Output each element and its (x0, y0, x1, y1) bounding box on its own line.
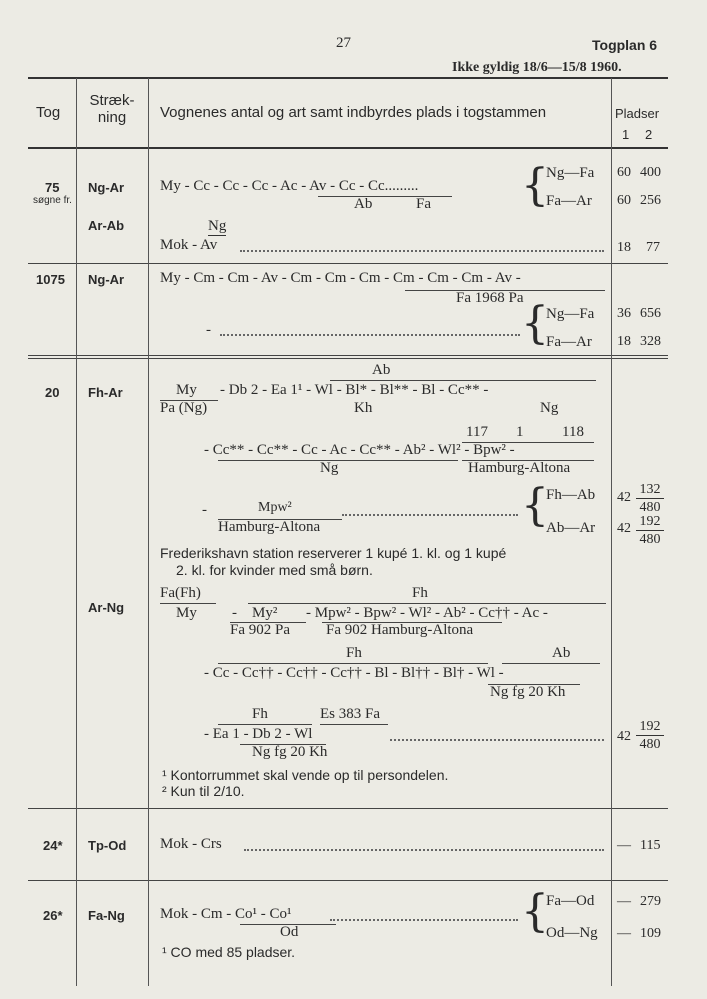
destination-label: Kh (354, 400, 373, 416)
seats-1st: 60 (617, 193, 631, 208)
wagon-sequence: My - Cc - Cc - Cc - Ac - Av - Cc - Cc......... (160, 178, 419, 194)
seats-1st: 18 (617, 240, 631, 255)
train-number: 24* (43, 838, 63, 853)
group-rule (502, 663, 600, 664)
destination-label: Ng fg 20 Kh (490, 684, 566, 700)
destination-label: Hamburg-Altona (468, 460, 571, 476)
route-label: Fh—Ab (546, 487, 596, 503)
dash: - (232, 605, 237, 621)
group-rule (318, 196, 452, 197)
destination-label: Fa 902 Hamburg-Altona (326, 622, 474, 638)
col-header-klasse-1: 1 (622, 127, 630, 142)
brace: { (521, 480, 549, 531)
destination-label: Fa(Fh) (160, 585, 201, 601)
route-label: Ng—Fa (546, 306, 595, 322)
route-label: Ng—Fa (546, 165, 595, 181)
seats-2nd: 256 (640, 193, 661, 208)
seats-1st: — (617, 894, 631, 909)
column-rule (76, 78, 77, 986)
seats-2nd-fraction: 192 480 (636, 718, 664, 753)
wagon-sequence: - Mpw² - Bpw² - Wl² - Ab² - Cc†† - Ac - (306, 605, 548, 621)
validity-period: Ikke gyldig 18/6—15/8 1960. (452, 60, 622, 75)
seats-1st: — (617, 926, 631, 941)
destination-label: Pa (Ng) (160, 400, 208, 416)
route-section: Fh-Ar (88, 385, 123, 400)
note-text: Frederikshavn station reserverer 1 kupé 1. kl. og 1 kupé (160, 545, 507, 561)
wagon: My² (252, 605, 278, 621)
seats-1st: 42 (617, 490, 631, 505)
route-section: Tp-Od (88, 838, 127, 853)
group-rule (248, 603, 606, 604)
route-section: Ar-Ab (88, 218, 125, 233)
seats-2nd: 109 (640, 926, 661, 941)
seats-2nd-fraction: 132 480 (636, 481, 664, 516)
dash: - (202, 502, 207, 518)
wagon-sequence: Mok - Cm - Co¹ - Co¹ (160, 906, 292, 922)
destination-label: Ab (354, 196, 373, 212)
seats-1st: 42 (617, 521, 631, 536)
dot-leader (240, 250, 604, 252)
train-note: søgne fr. (33, 195, 72, 206)
destination-label: Ng (540, 400, 559, 416)
column-rule (611, 78, 612, 986)
group-rule (160, 603, 216, 604)
wagon-sequence: Mok - Crs (160, 836, 222, 852)
brace: { (521, 298, 549, 349)
col-header-pladser: Pladser (615, 106, 660, 121)
wagon-sequence: Mok - Av (160, 237, 218, 253)
route-label: Fa—Ar (546, 334, 592, 350)
header-bottom-rule (28, 147, 668, 149)
table-top-rule (28, 77, 668, 79)
seats-2nd: 656 (640, 306, 661, 321)
destination-label: Ng fg 20 Kh (252, 744, 328, 760)
col-header-klasse-2: 2 (645, 127, 653, 142)
seats-1st: 60 (617, 165, 631, 180)
row-divider (28, 263, 668, 264)
train-number: 75 (45, 180, 60, 195)
dot-leader (330, 919, 518, 921)
destination-label: Od (280, 924, 299, 940)
wagon-sequence: My - Cm - Cm - Av - Cm - Cm - Cm - Cm - Cm - Cm - Av - (160, 270, 521, 286)
wagon: Mpw² (258, 500, 292, 515)
destination-label: Ng (320, 460, 339, 476)
destination-label: Ab (372, 362, 391, 378)
group-rule (330, 380, 596, 381)
route-section: Ar-Ng (88, 600, 125, 615)
wagon: My (176, 382, 197, 398)
wagon: My (176, 605, 197, 621)
destination-label: Hamburg-Altona (218, 519, 321, 535)
destination-label: Fa (416, 196, 431, 212)
group-rule (218, 663, 488, 664)
group-rule (218, 724, 312, 725)
col-header-tog: Tog (36, 104, 61, 121)
seats-2nd: 279 (640, 894, 661, 909)
wagon-sequence: - Cc - Cc†† - Cc†† - Cc†† - Bl - Bl†† - Bl† - Wl - (204, 665, 504, 681)
route-label: Ab—Ar (546, 520, 596, 536)
seats-2nd-fraction: 192 480 (636, 513, 664, 548)
destination-label: Fh (346, 645, 362, 661)
dash: - (206, 322, 211, 338)
count-label: 1 (516, 424, 524, 440)
wagon-sequence: - Ea 1 - Db 2 - Wl (204, 726, 313, 742)
destination-label: Fa 1968 Pa (456, 290, 524, 306)
column-rule (148, 78, 149, 986)
page-number: 27 (336, 35, 351, 51)
route-section: Fa-Ng (88, 908, 125, 923)
route-label: Fa—Od (546, 893, 595, 909)
train-number: 20 (45, 385, 60, 400)
destination-label: Ng (208, 218, 227, 234)
brace: { (521, 886, 549, 937)
footnote: ¹ CO med 85 pladser. (162, 944, 296, 960)
dot-leader (342, 514, 518, 516)
seats-1st: — (617, 838, 631, 853)
dot-leader (244, 849, 604, 851)
dot-leader (390, 739, 604, 741)
destination-label: Fa 902 Pa (230, 622, 290, 638)
wagon-sequence: - Db 2 - Ea 1¹ - Wl - Bl* - Bl** - Bl - Cc** - (220, 382, 489, 398)
col-header-straek: Stræk- ning (89, 92, 135, 126)
seats-1st: 36 (617, 306, 631, 321)
group-rule (320, 724, 388, 725)
col-header-vogne: Vognenes antal og art samt indbyrdes plads i togstammen (160, 104, 547, 121)
row-divider (28, 880, 668, 881)
note-text: 2. kl. for kvinder med små børn. (176, 562, 373, 578)
seats-1st: 42 (617, 729, 631, 744)
seats-2nd: 77 (646, 240, 660, 255)
count-label: 117 (466, 424, 488, 440)
train-number: 1075 (36, 272, 65, 287)
destination-label: Ab (552, 645, 571, 661)
seats-1st: 18 (617, 334, 631, 349)
count-label: 118 (562, 424, 584, 440)
brace: { (521, 160, 549, 211)
wagon-sequence: - Cc** - Cc** - Cc - Ac - Cc** - Ab² - Wl² - Bpw² - (204, 442, 515, 458)
seats-2nd: 115 (640, 838, 661, 853)
route-section: Ng-Ar (88, 272, 125, 287)
footnote: ¹ Kontorrummet skal vende op til persondelen. (162, 767, 449, 783)
destination-label: Es 383 Fa (320, 706, 380, 722)
route-label: Fa—Ar (546, 193, 592, 209)
row-divider (28, 355, 668, 356)
plan-title: Togplan 6 (592, 37, 658, 53)
destination-label: Fh (412, 585, 428, 601)
seats-2nd: 328 (640, 334, 661, 349)
route-label: Od—Ng (546, 925, 598, 941)
route-section: Ng-Ar (88, 180, 125, 195)
destination-label: Fh (252, 706, 268, 722)
row-divider (28, 358, 668, 359)
dot-leader (220, 334, 520, 336)
row-divider (28, 808, 668, 809)
seats-2nd: 400 (640, 165, 661, 180)
train-number: 26* (43, 908, 63, 923)
footnote: ² Kun til 2/10. (162, 783, 245, 799)
